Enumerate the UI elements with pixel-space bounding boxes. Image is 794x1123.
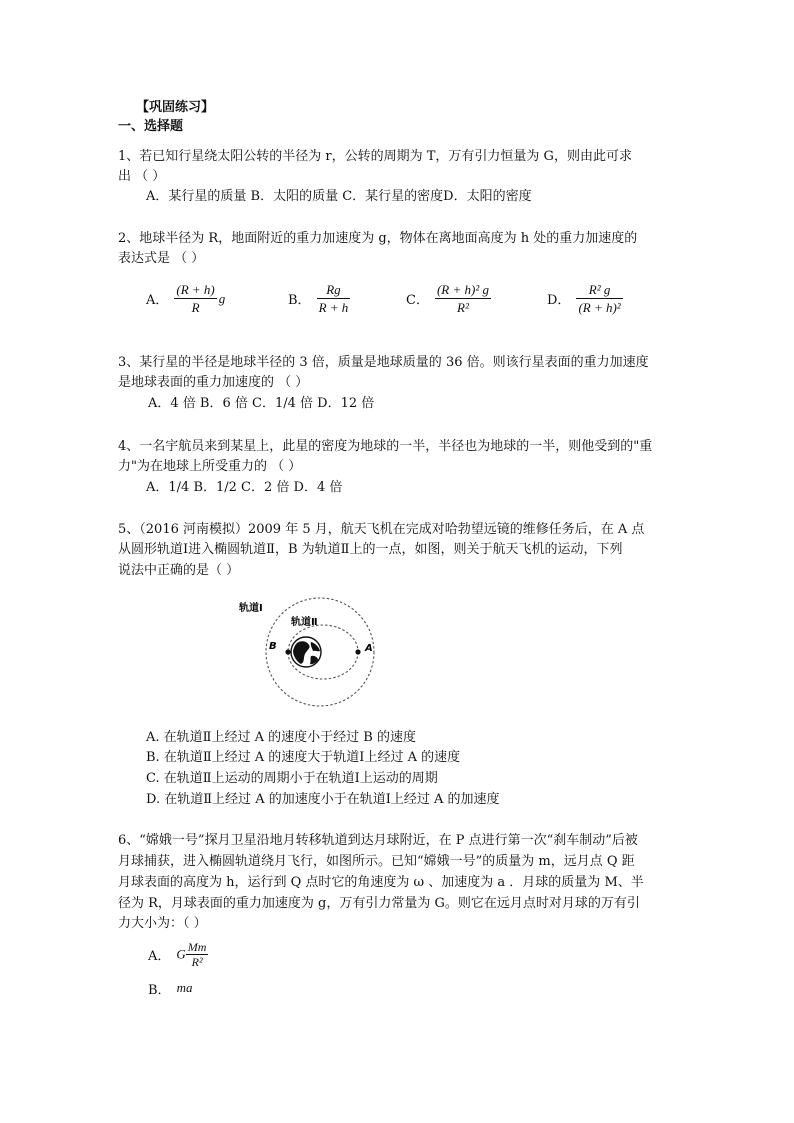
- q4-options: A．1/4 B．1/2 C．2 倍 D．4 倍: [146, 480, 343, 495]
- q3-options: A．4 倍 B．6 倍 C．1/4 倍 D．12 倍: [148, 396, 375, 411]
- q6-stem-line3: 月球表面的高度为 h，运行到 Q 点时它的角速度为 ω 、加速度为 a ．月球的质量为 M、半: [118, 875, 644, 890]
- orbit2-label: 轨道Ⅱ: [291, 617, 318, 628]
- q3-stem-line2: 是地球表面的重力加速度的 （ ）: [118, 375, 309, 390]
- q2-option-d: D． $\frac{\text{R² g}}{\text{(R + h)²}}$: [547, 282, 621, 315]
- q4-stem-line2: 力"为在地球上所受重力的 （ ）: [118, 459, 302, 474]
- q5-option-b: B. 在轨道Ⅱ上经过 A 的速度大于轨道Ⅰ上经过 A 的速度: [146, 750, 461, 765]
- q5-stem-line1: 5、（2016 河南模拟）2009 年 5 月，航天飞机在完成对哈勃望远镜的维修任务后，在 A 点: [118, 522, 645, 537]
- q6-stem-line4: 径为 R，月球表面的重力加速度为 g，万有引力常量为 G。则它在远月点时对月球的万有引: [118, 896, 640, 911]
- q5-option-c: C. 在轨道Ⅱ上运动的周期小于在轨道Ⅰ上运动的周期: [146, 771, 438, 786]
- q1-stem-line2: 出 （ ）: [118, 169, 166, 184]
- q3-stem-line1: 3、某行星的半径是地球半径的 3 倍，质量是地球质量的 36 倍。则该行星表面的重力加速度: [118, 355, 649, 370]
- q5-stem-line3: 说法中正确的是（ ）: [118, 563, 240, 578]
- q2-option-a: A． $\frac{(R + h)}{R}$ g: [146, 282, 226, 315]
- q2-option-b: B． $\frac{Rg}{R + h}$: [288, 282, 349, 315]
- q6-stem-line2: 月球捕获，进入椭圆轨道绕月飞行，如图所示。已知“嫦娥一号”的质量为 m，远月点 Q 距: [118, 854, 635, 869]
- section-tag: 【巩固练习】: [136, 100, 215, 115]
- q5-option-d: D. 在轨道Ⅱ上经过 A 的加速度小于在轨道Ⅰ上经过 A 的加速度: [146, 792, 500, 807]
- q1-options: A．某行星的质量 B．太阳的质量 C．某行星的密度D．太阳的密度: [146, 189, 532, 204]
- orbit1-label: 轨道Ⅰ: [239, 603, 263, 614]
- earth-icon: [291, 637, 321, 667]
- q2-stem-line1: 2、地球半径为 R，地面附近的重力加速度为 g，物体在离地面高度为 h 处的重力加速度的: [118, 231, 638, 246]
- q5-stem-line2: 从圆形轨道Ⅰ进入椭圆轨道Ⅱ，B 为轨道Ⅱ上的一点，如图，则关于航天飞机的运动，下列: [118, 542, 623, 557]
- q2-stem-line2: 表达式是 （ ）: [118, 251, 205, 266]
- q6-stem-line5: 力大小为：（ ）: [118, 916, 207, 931]
- point-b-marker: [285, 649, 290, 654]
- q6-option-b: B． ma: [148, 980, 193, 998]
- q5-option-a: A. 在轨道Ⅱ上经过 A 的速度小于经过 B 的速度: [146, 730, 416, 745]
- point-a-label: A: [365, 643, 373, 654]
- section-title: 一、选择题: [118, 119, 184, 134]
- q6-stem-line1: 6、“嫦娥一号”探月卫星沿地月转移轨道到达月球附近，在 P 点进行第一次“刹车制动”后被: [118, 833, 638, 848]
- q1-stem-line1: 1、若已知行星绕太阳公转的半径为 r，公转的周期为 T，万有引力恒量为 G，则由此可求: [118, 149, 632, 164]
- point-b-label: B: [269, 641, 277, 652]
- q2-option-c: C． $\frac{\text{(R + h)² g}}{\text{R²}}$: [406, 282, 489, 315]
- q6-option-a: A． G $\frac{Mm}{\text{R²}}$: [148, 940, 207, 969]
- q4-stem-line1: 4、一名宇航员来到某星上，此星的密度为地球的一半，半径也为地球的一半，则他受到的"重: [118, 439, 653, 454]
- point-a-marker: [355, 649, 360, 654]
- orbit-diagram: [225, 596, 400, 711]
